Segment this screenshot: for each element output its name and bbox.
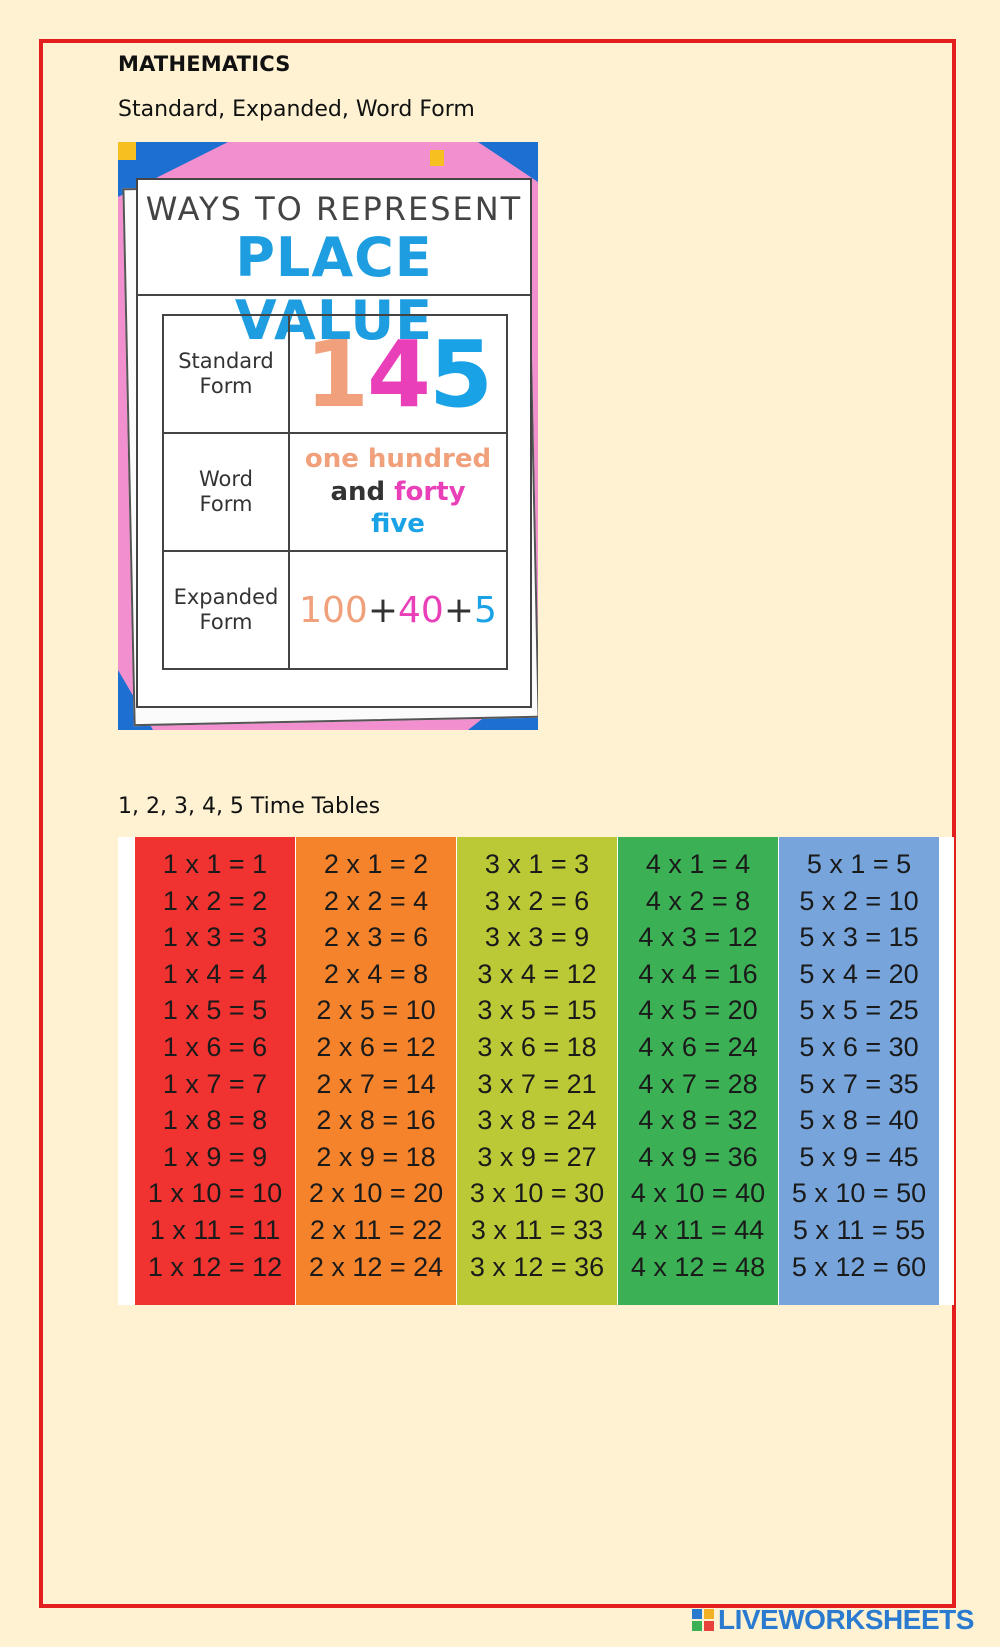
times-table-fact: 2 x 8 = 16 <box>316 1105 436 1136</box>
liveworksheets-brand <box>692 1604 974 1636</box>
times-table-fact: 3 x 9 = 27 <box>477 1141 597 1172</box>
times-table-fact: 2 x 10 = 20 <box>308 1178 444 1209</box>
poster-title-line2: PLACE VALUE <box>234 226 434 352</box>
times-table-fact: 5 x 9 = 45 <box>799 1141 919 1172</box>
logo-square <box>704 1621 714 1631</box>
times-table-fact: 1 x 4 = 4 <box>162 958 268 989</box>
times-table-fact: 5 x 5 = 25 <box>799 995 919 1026</box>
section-subtitle-place-value: Standard, Expanded, Word Form <box>118 97 475 122</box>
times-table-fact: 5 x 3 = 15 <box>799 922 919 953</box>
word-form-value <box>290 434 506 550</box>
times-table-fact: 1 x 8 = 8 <box>162 1105 268 1136</box>
expanded-plus: + <box>443 589 474 631</box>
expanded-form-row <box>164 552 506 668</box>
expanded-form-value <box>290 552 506 668</box>
times-table-column-2 <box>296 837 456 1305</box>
times-table-column-3 <box>457 837 617 1305</box>
times-table-fact: 5 x 12 = 60 <box>791 1251 927 1282</box>
times-table-fact: 2 x 12 = 24 <box>308 1251 444 1282</box>
times-table-fact: 4 x 2 = 8 <box>645 885 751 916</box>
times-tables-chart <box>118 837 954 1305</box>
times-table-fact: 2 x 2 = 4 <box>323 885 429 916</box>
times-table-fact: 4 x 1 = 4 <box>645 849 751 879</box>
times-table-fact: 4 x 10 = 40 <box>630 1178 766 1209</box>
poster-yellow-accent <box>430 150 444 166</box>
times-table-fact: 4 x 3 = 12 <box>638 922 758 953</box>
times-table-fact: 3 x 7 = 21 <box>477 1068 597 1099</box>
times-table-column-1 <box>135 837 295 1305</box>
page-title: MATHEMATICS <box>118 52 291 76</box>
poster-sheet <box>136 178 532 708</box>
standard-digit-hundreds: 1 <box>304 320 367 428</box>
poster-title-line1: WAYS TO REPRESENT <box>145 190 523 228</box>
times-table-fact: 3 x 10 = 30 <box>469 1178 605 1209</box>
times-table-fact: 5 x 2 = 10 <box>799 885 919 916</box>
times-table-fact: 1 x 7 = 7 <box>162 1068 268 1099</box>
standard-form-label: Standard Form <box>164 316 290 432</box>
times-table-fact: 5 x 11 = 55 <box>792 1214 926 1245</box>
word-part-ones: five <box>371 509 425 540</box>
times-table-fact: 3 x 2 = 6 <box>484 885 590 916</box>
times-table-fact: 2 x 1 = 2 <box>323 849 429 879</box>
times-table-fact: 3 x 1 = 3 <box>484 849 590 879</box>
times-table-fact: 3 x 12 = 36 <box>469 1251 605 1282</box>
times-table-fact: 3 x 5 = 15 <box>477 995 597 1026</box>
times-table-fact: 4 x 9 = 36 <box>638 1141 758 1172</box>
times-table-fact: 2 x 11 = 22 <box>309 1214 443 1245</box>
times-table-fact: 1 x 10 = 10 <box>147 1178 283 1209</box>
logo-square <box>692 1609 702 1619</box>
times-table-fact: 3 x 3 = 9 <box>484 922 590 953</box>
times-table-fact: 5 x 4 = 20 <box>799 958 919 989</box>
times-table-fact: 4 x 12 = 48 <box>630 1251 766 1282</box>
expanded-plus: + <box>367 589 398 631</box>
times-table-fact: 1 x 9 = 9 <box>162 1141 268 1172</box>
times-table-fact: 4 x 8 = 32 <box>638 1105 758 1136</box>
times-table-column-4 <box>618 837 778 1305</box>
standard-form-row <box>164 316 506 434</box>
times-table-fact: 4 x 4 = 16 <box>638 958 758 989</box>
section-subtitle-times-tables: 1, 2, 3, 4, 5 Time Tables <box>118 794 381 819</box>
expanded-part: 5 <box>473 589 497 631</box>
word-part-and: and <box>330 476 386 507</box>
times-table-fact: 3 x 6 = 18 <box>477 1031 597 1062</box>
expanded-part: 100 <box>299 589 368 631</box>
times-table-fact: 1 x 11 = 11 <box>149 1214 281 1245</box>
times-table-fact: 5 x 10 = 50 <box>791 1178 927 1209</box>
poster-corner-decoration <box>478 142 538 182</box>
times-table-fact: 4 x 5 = 20 <box>638 995 758 1026</box>
times-table-fact: 4 x 6 = 24 <box>638 1031 758 1062</box>
word-part-hundreds: one hundred <box>304 444 492 475</box>
times-table-fact: 2 x 6 = 12 <box>316 1031 436 1062</box>
times-table-fact: 5 x 6 = 30 <box>799 1031 919 1062</box>
standard-digit-ones: 5 <box>429 320 492 428</box>
times-table-fact: 2 x 5 = 10 <box>316 995 436 1026</box>
place-value-poster <box>118 142 538 730</box>
times-table-fact: 1 x 2 = 2 <box>162 885 268 916</box>
poster-divider <box>138 294 530 296</box>
poster-yellow-accent <box>118 142 136 160</box>
times-table-fact: 2 x 9 = 18 <box>316 1141 436 1172</box>
expanded-part: 40 <box>398 589 444 631</box>
times-table-fact: 1 x 1 = 1 <box>162 849 268 879</box>
times-table-fact: 5 x 8 = 40 <box>799 1105 919 1136</box>
times-table-column-5 <box>779 837 939 1305</box>
word-form-label: Word Form <box>164 434 290 550</box>
times-table-fact: 2 x 4 = 8 <box>323 958 429 989</box>
word-part-tens: forty <box>394 476 466 507</box>
times-table-fact: 2 x 7 = 14 <box>316 1068 436 1099</box>
times-table-fact: 2 x 3 = 6 <box>323 922 429 953</box>
place-value-table <box>162 314 508 670</box>
times-table-fact: 1 x 3 = 3 <box>162 922 268 953</box>
times-table-fact: 1 x 5 = 5 <box>162 995 268 1026</box>
times-table-fact: 3 x 8 = 24 <box>477 1105 597 1136</box>
logo-square <box>704 1609 714 1619</box>
standard-form-value <box>290 316 506 432</box>
brand-text: LIVEWORKSHEETS <box>718 1604 974 1635</box>
times-table-fact: 1 x 6 = 6 <box>162 1031 268 1062</box>
times-table-fact: 1 x 12 = 12 <box>147 1251 283 1282</box>
times-table-fact: 5 x 1 = 5 <box>806 849 912 879</box>
expanded-form-label: Expanded Form <box>164 552 290 668</box>
word-form-row <box>164 434 506 552</box>
times-table-fact: 5 x 7 = 35 <box>799 1068 919 1099</box>
standard-digit-tens: 4 <box>366 320 429 428</box>
liveworksheets-logo-icon <box>692 1609 714 1631</box>
times-table-fact: 4 x 7 = 28 <box>638 1068 758 1099</box>
logo-square <box>692 1621 702 1631</box>
times-table-fact: 4 x 11 = 44 <box>631 1214 765 1245</box>
times-table-fact: 3 x 4 = 12 <box>477 958 597 989</box>
times-table-fact: 3 x 11 = 33 <box>470 1214 604 1245</box>
